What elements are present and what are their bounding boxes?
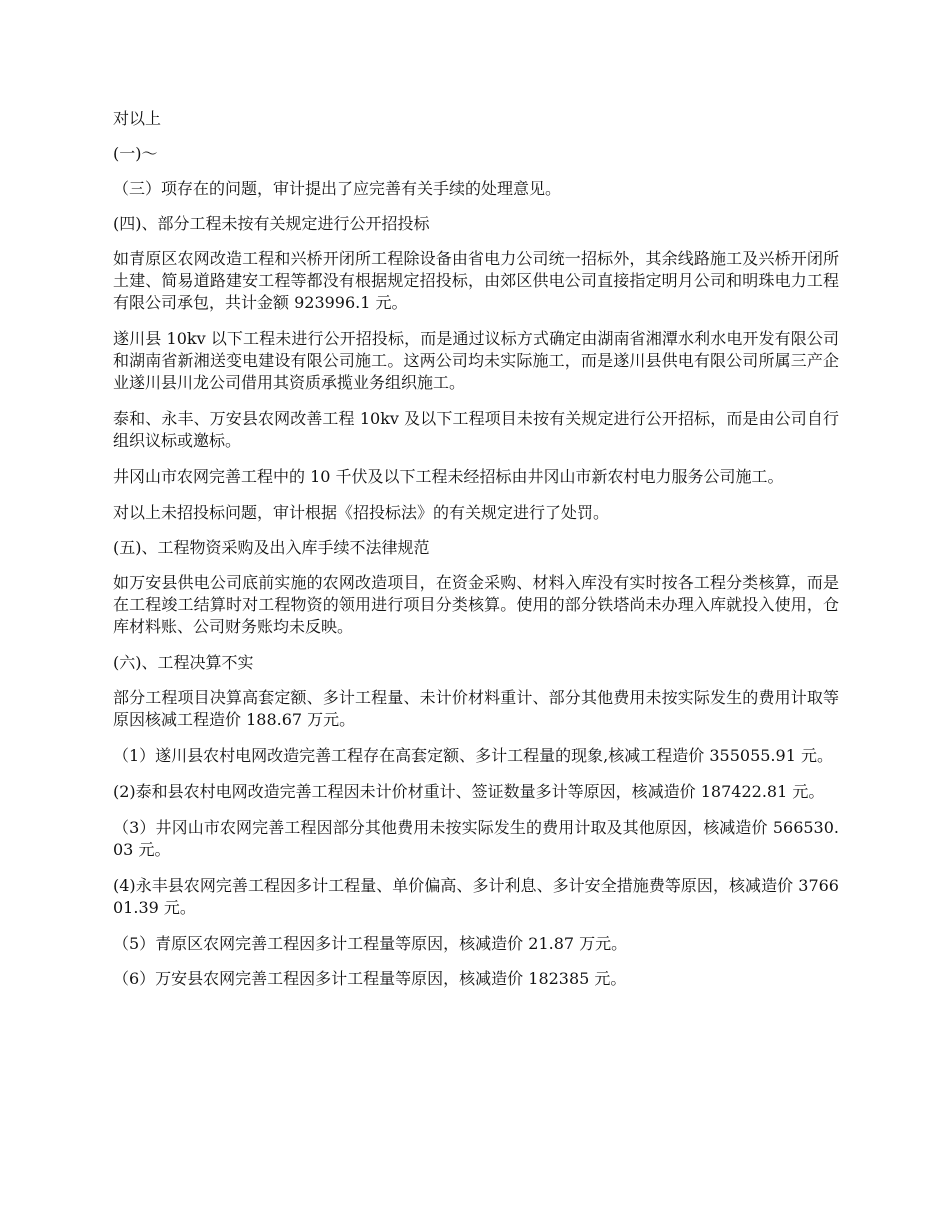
paragraph-jinggangshan: 井冈山市农网完善工程中的 10 千伏及以下工程未经招标由井冈山市新农村电力服务公司施工。 <box>113 467 784 486</box>
section-heading-six: (六)、工程决算不实 <box>113 653 254 672</box>
paragraph-settlement: 部分工程项目决算高套定额、多计工程量、未计价材料重计、部分其他费用未按实际发生的费用计取等原因核减工程造价 188.67 万元。 <box>113 688 839 729</box>
paragraph-item-three: （三）项存在的问题，审计提出了应完善有关手续的处理意见。 <box>113 179 562 198</box>
section-heading-five: (五)、工程物资采购及出入库手续不法律规范 <box>113 538 430 557</box>
paragraph-intro: 对以上 <box>113 109 162 128</box>
list-item-1: （1）遂川县农村电网改造完善工程存在高套定额、多计工程量的现象,核减工程造价 355055.91 元。 <box>113 746 833 765</box>
paragraph-wanan: 如万安县供电公司底前实施的农网改造项目，在资金采购、材料入库没有实时按各工程分类核算，而是在工程竣工结算时对工程物资的领用进行项目分类核算。使用的部分铁塔尚未办理入库就投入使用，仓库材料账、公司财务账均未反映。 <box>113 573 839 636</box>
list-item-5: （5）青原区农网完善工程因多计工程量等原因，核减造价 21.87 万元。 <box>113 934 628 953</box>
paragraph-penalty: 对以上未招投标问题，审计根据《招投标法》的有关规定进行了处罚。 <box>113 503 610 522</box>
paragraph-taihe: 泰和、永丰、万安县农网改善工程 10kv 及以下工程项目未按有关规定进行公开招标，而是由公司自行组织议标或邀标。 <box>113 409 839 450</box>
paragraph-qingyuan: 如青原区农网改造工程和兴桥开闭所工程除设备由省电力公司统一招标外，其余线路施工及兴桥开闭所土建、简易道路建安工程等都没有根据规定招投标，由郊区供电公司直接指定明月公司和明珠电力工程有限公司承包，共计金额 923996.1 元。 <box>113 249 839 312</box>
section-heading-four: (四)、部分工程未按有关规定进行公开招投标 <box>113 214 430 233</box>
document-body <box>113 108 839 1003</box>
list-item-2: (2)泰和县农村电网改造完善工程因未计价材重计、签证数量多计等原因，核减造价 187422.81 元。 <box>113 782 825 801</box>
list-item-6: （6）万安县农网完善工程因多计工程量等原因，核减造价 182385 元。 <box>113 969 627 988</box>
list-item-4: (4)永丰县农网完善工程因多计工程量、单价偏高、多计利息、多计安全措施费等原因，核减造价 376601.39 元。 <box>113 876 839 917</box>
list-item-3: （3）井冈山市农网完善工程因部分其他费用未按实际发生的费用计取及其他原因，核减造价 566530.03 元。 <box>113 818 839 859</box>
paragraph-item-one: (一)～ <box>113 144 158 163</box>
paragraph-suichuan: 遂川县 10kv 以下工程未进行公开招投标，而是通过议标方式确定由湖南省湘潭水利水电开发有限公司和湖南省新湘送变电建设有限公司施工。这两公司均未实际施工，而是遂川县供电有限公司所属三产企业遂川县川龙公司借用其资质承揽业务组织施工。 <box>113 329 839 392</box>
